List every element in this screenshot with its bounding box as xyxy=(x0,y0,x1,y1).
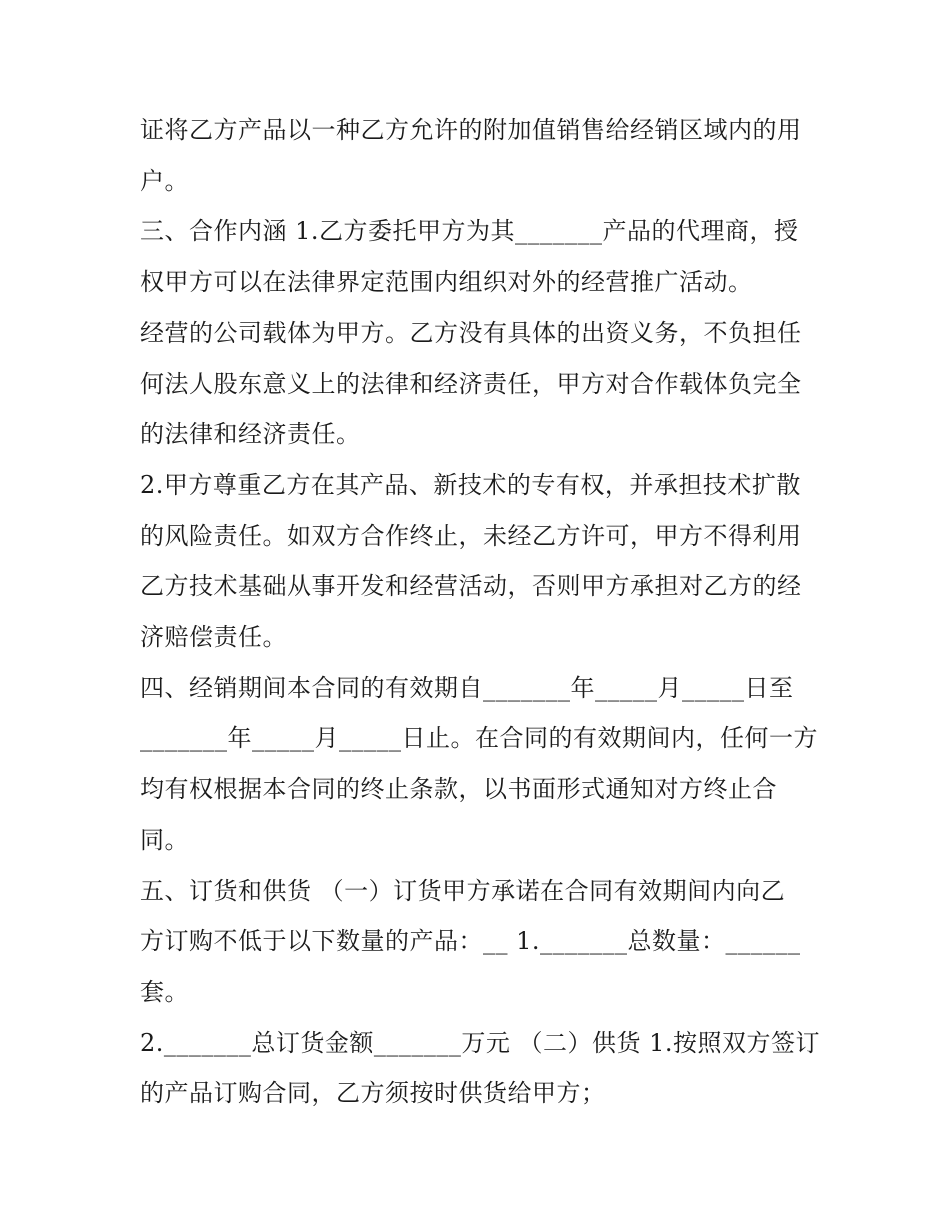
text-line: 权甲方可以在法律界定范围内组织对外的经营推广活动。 xyxy=(140,268,753,296)
text-line: 经营的公司载体为甲方。乙方没有具体的出资义务，不负担任 xyxy=(140,319,802,347)
text-line: 套。 xyxy=(140,978,189,1006)
text-line: 同。 xyxy=(140,826,189,854)
text-line: 三、合作内涵 1.乙方委托甲方为其_______产品的代理商，授 xyxy=(140,217,799,245)
text-line: 2.甲方尊重乙方在其产品、新技术的专有权，并承担技术扩散 xyxy=(140,471,801,499)
text-line: 济赔偿责任。 xyxy=(140,623,287,651)
text-line: _______年_____月_____日止。在合同的有效期间内，任何一方 xyxy=(140,724,818,752)
text-line: 证将乙方产品以一种乙方允许的附加值销售给经销区域内的用 xyxy=(140,116,802,144)
text-line: 四、经销期间本合同的有效期自_______年_____月_____日至 xyxy=(140,674,794,702)
text-line: 五、订货和供货 （一）订货甲方承诺在合同有效期间内向乙 xyxy=(140,877,786,905)
text-line: 方订购不低于以下数量的产品：__ 1._______总数量：______ xyxy=(140,927,801,955)
text-line: 户。 xyxy=(140,167,189,195)
text-line: 的法律和经济责任。 xyxy=(140,420,361,448)
text-line: 2._______总订货金额_______万元 （二）供货 1.按照双方签订 xyxy=(140,1029,821,1057)
text-line: 的产品订购合同，乙方须按时供货给甲方； xyxy=(140,1079,606,1107)
text-line: 乙方技术基础从事开发和经营活动，否则甲方承担对乙方的经 xyxy=(140,572,802,600)
text-line: 何法人股东意义上的法律和经济责任，甲方对合作载体负完全 xyxy=(140,370,802,398)
text-line: 的风险责任。如双方合作终止，未经乙方许可，甲方不得利用 xyxy=(140,522,802,550)
text-line: 均有权根据本合同的终止条款，以书面形式通知对方终止合 xyxy=(140,775,777,803)
